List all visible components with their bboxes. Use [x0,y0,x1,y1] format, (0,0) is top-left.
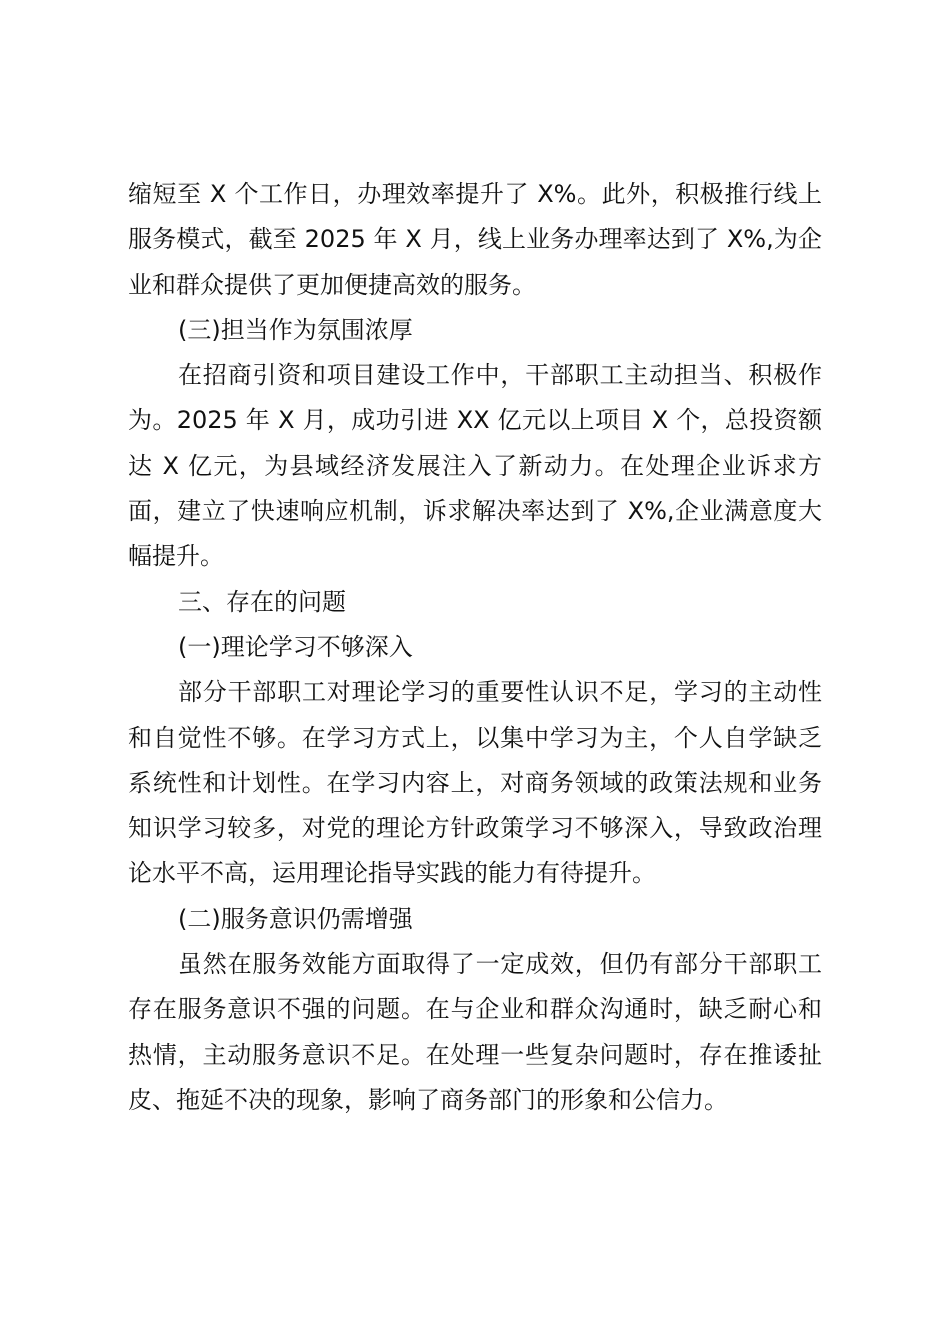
body-paragraph: 在招商引资和项目建设工作中，干部职工主动担当、积极作为。2025 年 X 月，成功引进 XX 亿元以上项目 X 个，总投资额达 X 亿元，为县域经济发展注入了新动力。在处理企业诉求方面，建立了快速响应机制，诉求解决率达到了 X%,企业满意度大幅提升。 [128,361,822,571]
subsection-heading-1: (一)理论学习不够深入 [178,632,413,661]
subsection-heading-3: (三)担当作为氛围浓厚 [178,315,413,344]
section-heading-problems: 三、存在的问题 [178,587,346,616]
subsection-heading-2: (二)服务意识仍需增强 [178,904,413,933]
body-paragraph: 虽然在服务效能方面取得了一定成效，但仍有部分干部职工存在服务意识不强的问题。在与企业和群众沟通时，缺乏耐心和热情，主动服务意识不足。在处理一些复杂问题时，存在推诿扯皮、拖延不决的现象，影响了商务部门的形象和公信力。 [128,950,822,1114]
body-paragraph: 缩短至 X 个工作日，办理效率提升了 X%。此外，积极推行线上服务模式，截至 2025 年 X 月，线上业务办理率达到了 X%,为企业和群众提供了更加便捷高效的服务。 [128,180,822,299]
document-body [128,172,822,1123]
body-paragraph: 部分干部职工对理论学习的重要性认识不足，学习的主动性和自觉性不够。在学习方式上，以集中学习为主，个人自学缺乏系统性和计划性。在学习内容上，对商务领域的政策法规和业务知识学习较多，对党的理论方针政策学习不够深入，导致政治理论水平不高，运用理论指导实践的能力有待提升。 [128,678,822,888]
